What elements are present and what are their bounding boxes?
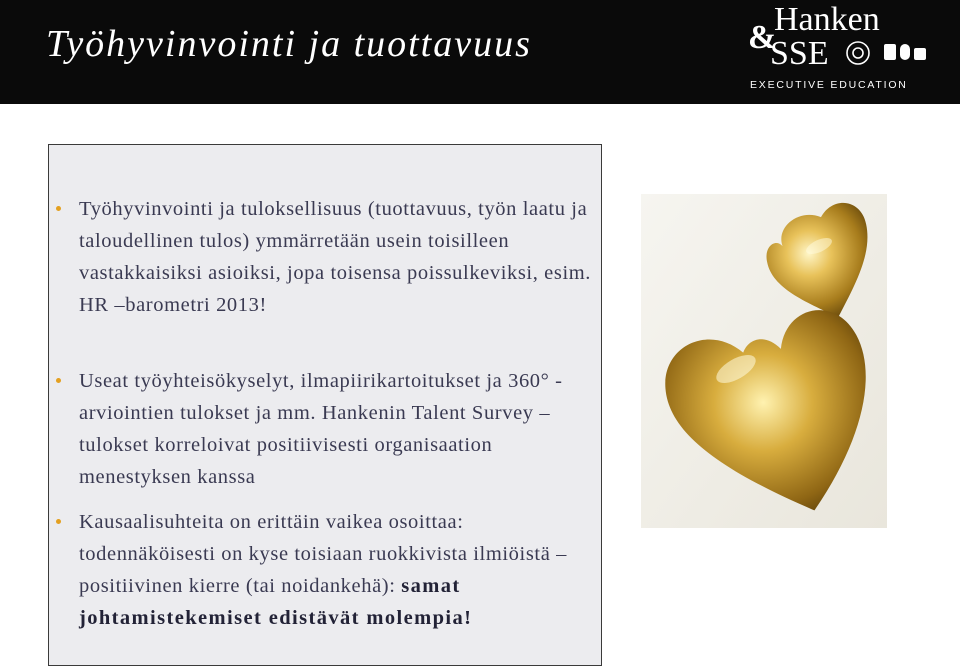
bullet-icon — [56, 519, 61, 524]
bullet-text: Useat työyhteisökyselyt, ilmapiirikartoitukset ja 360° -arviointien tulokset ja mm. Hankenin Talent Survey –tulokset korreloivat positiivisesti organisaation menestyksen kanssa — [79, 370, 563, 488]
svg-text:EXECUTIVE EDUCATION: EXECUTIVE EDUCATION — [750, 79, 908, 91]
bullet-icon — [56, 206, 61, 211]
seal-icon — [847, 42, 869, 64]
bullet-text: Kausaalisuhteita on erittäin vaikea osoittaa: todennäköisesti on kyse toisiaan ruokkivista ilmiöistä – positiivinen kierre (tai noidankehä): — [79, 511, 567, 597]
bullet-icon — [56, 378, 61, 383]
content-textbox — [48, 144, 602, 666]
svg-text:SSE: SSE — [770, 35, 829, 72]
crest-icon — [884, 44, 926, 60]
bullet-text-wrap — [79, 506, 604, 634]
emphasis-text: samat johtamistekemiset edistävät molempia! — [79, 575, 473, 629]
golden-hearts-photo — [641, 194, 887, 528]
bullet-text: Työhyvinvointi ja tuloksellisuus (tuottavuus, työn laatu ja taloudellinen tulos) ymmärretään usein toisilleen vastakkaisiksi asioiksi, jopa toisensa poissulkeviksi, esim. HR –barometri 2013! — [79, 198, 592, 316]
header-bar — [0, 0, 960, 104]
svg-text:Hanken: Hanken — [774, 1, 880, 38]
hanken-sse-logo — [748, 0, 948, 100]
svg-text:&: & — [748, 19, 777, 56]
slide-title: Työhyvinvointi ja tuottavuus — [46, 23, 532, 65]
